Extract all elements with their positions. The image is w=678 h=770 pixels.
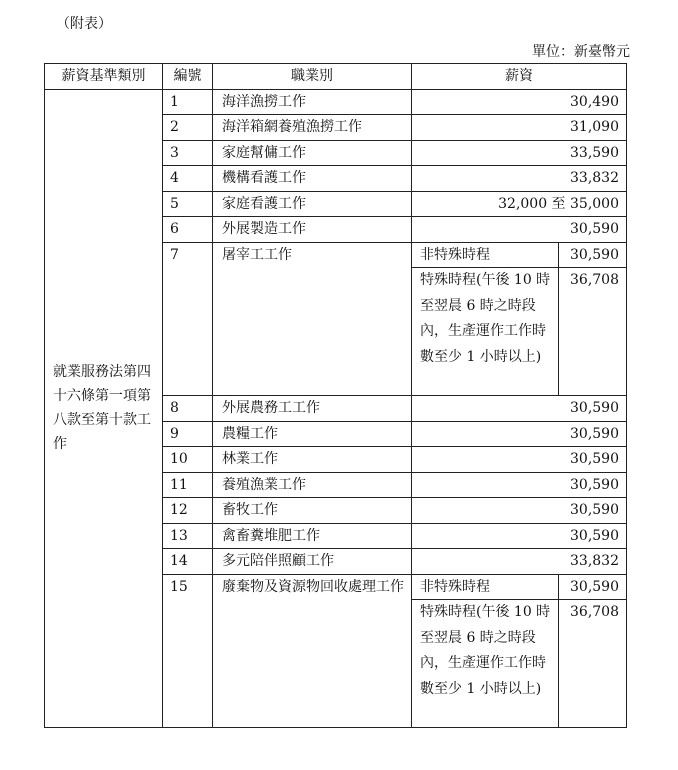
row-number: 12 — [163, 498, 213, 524]
category-cell: 就業服務法第四十六條第一項第八款至第十款工作 — [45, 89, 163, 728]
salary-cell: 33,590 — [412, 140, 627, 166]
occupation-cell: 農糧工作 — [213, 421, 412, 447]
salary-cell: 33,832 — [412, 549, 627, 575]
salary-cell: 30,590 — [412, 421, 627, 447]
occupation-cell: 畜牧工作 — [213, 498, 412, 524]
occupation-cell: 外展製造工作 — [213, 217, 412, 243]
row-number: 1 — [163, 89, 213, 115]
schedule-label: 非特殊時程 — [412, 574, 559, 600]
row-number: 2 — [163, 115, 213, 141]
salary-cell: 30,490 — [412, 89, 627, 115]
occupation-cell: 禽畜糞堆肥工作 — [213, 523, 412, 549]
schedule-label: 非特殊時程 — [412, 242, 559, 268]
table-header-row — [45, 64, 627, 90]
row-number: 11 — [163, 472, 213, 498]
salary-cell: 30,590 — [412, 472, 627, 498]
row-number: 3 — [163, 140, 213, 166]
schedule-label: 特殊時程(午後 10 時至翌晨 6 時之時段內，生產運作工作時數至少 1 小時以上) — [412, 600, 559, 728]
row-number: 6 — [163, 217, 213, 243]
salary-cell: 31,090 — [412, 115, 627, 141]
table-caption: （附表） — [56, 16, 112, 32]
header-category: 薪資基準類別 — [45, 64, 163, 90]
salary-cell: 30,590 — [412, 498, 627, 524]
occupation-cell: 家庭幫傭工作 — [213, 140, 412, 166]
row-number: 7 — [163, 242, 213, 396]
header-occupation: 職業別 — [213, 64, 412, 90]
salary-cell: 30,590 — [412, 396, 627, 422]
row-number: 15 — [163, 574, 213, 728]
currency-unit-label: 單位：新臺幣元 — [532, 44, 630, 60]
salary-cell: 30,590 — [559, 574, 627, 600]
salary-cell: 30,590 — [559, 242, 627, 268]
header-number: 編號 — [163, 64, 213, 90]
row-number: 5 — [163, 191, 213, 217]
occupation-cell: 廢棄物及資源物回收處理工作 — [213, 574, 412, 728]
occupation-cell: 多元陪伴照顧工作 — [213, 549, 412, 575]
occupation-cell: 海洋漁撈工作 — [213, 89, 412, 115]
salary-cell: 32,000 至 35,000 — [412, 191, 627, 217]
row-number: 14 — [163, 549, 213, 575]
schedule-label: 特殊時程(午後 10 時至翌晨 6 時之時段內，生產運作工作時數至少 1 小時以上) — [412, 268, 559, 396]
occupation-cell: 養殖漁業工作 — [213, 472, 412, 498]
occupation-cell: 機構看護工作 — [213, 166, 412, 192]
row-number: 13 — [163, 523, 213, 549]
occupation-cell: 屠宰工工作 — [213, 242, 412, 396]
occupation-cell: 海洋箱網養殖漁撈工作 — [213, 115, 412, 141]
table-row — [45, 89, 627, 115]
header-salary: 薪資 — [412, 64, 627, 90]
salary-table — [44, 63, 627, 728]
salary-cell: 36,708 — [559, 600, 627, 728]
occupation-cell: 外展農務工工作 — [213, 396, 412, 422]
salary-cell: 36,708 — [559, 268, 627, 396]
salary-cell: 33,832 — [412, 166, 627, 192]
row-number: 10 — [163, 447, 213, 473]
row-number: 9 — [163, 421, 213, 447]
row-number: 4 — [163, 166, 213, 192]
occupation-cell: 林業工作 — [213, 447, 412, 473]
salary-cell: 30,590 — [412, 217, 627, 243]
occupation-cell: 家庭看護工作 — [213, 191, 412, 217]
salary-cell: 30,590 — [412, 447, 627, 473]
salary-cell: 30,590 — [412, 523, 627, 549]
row-number: 8 — [163, 396, 213, 422]
